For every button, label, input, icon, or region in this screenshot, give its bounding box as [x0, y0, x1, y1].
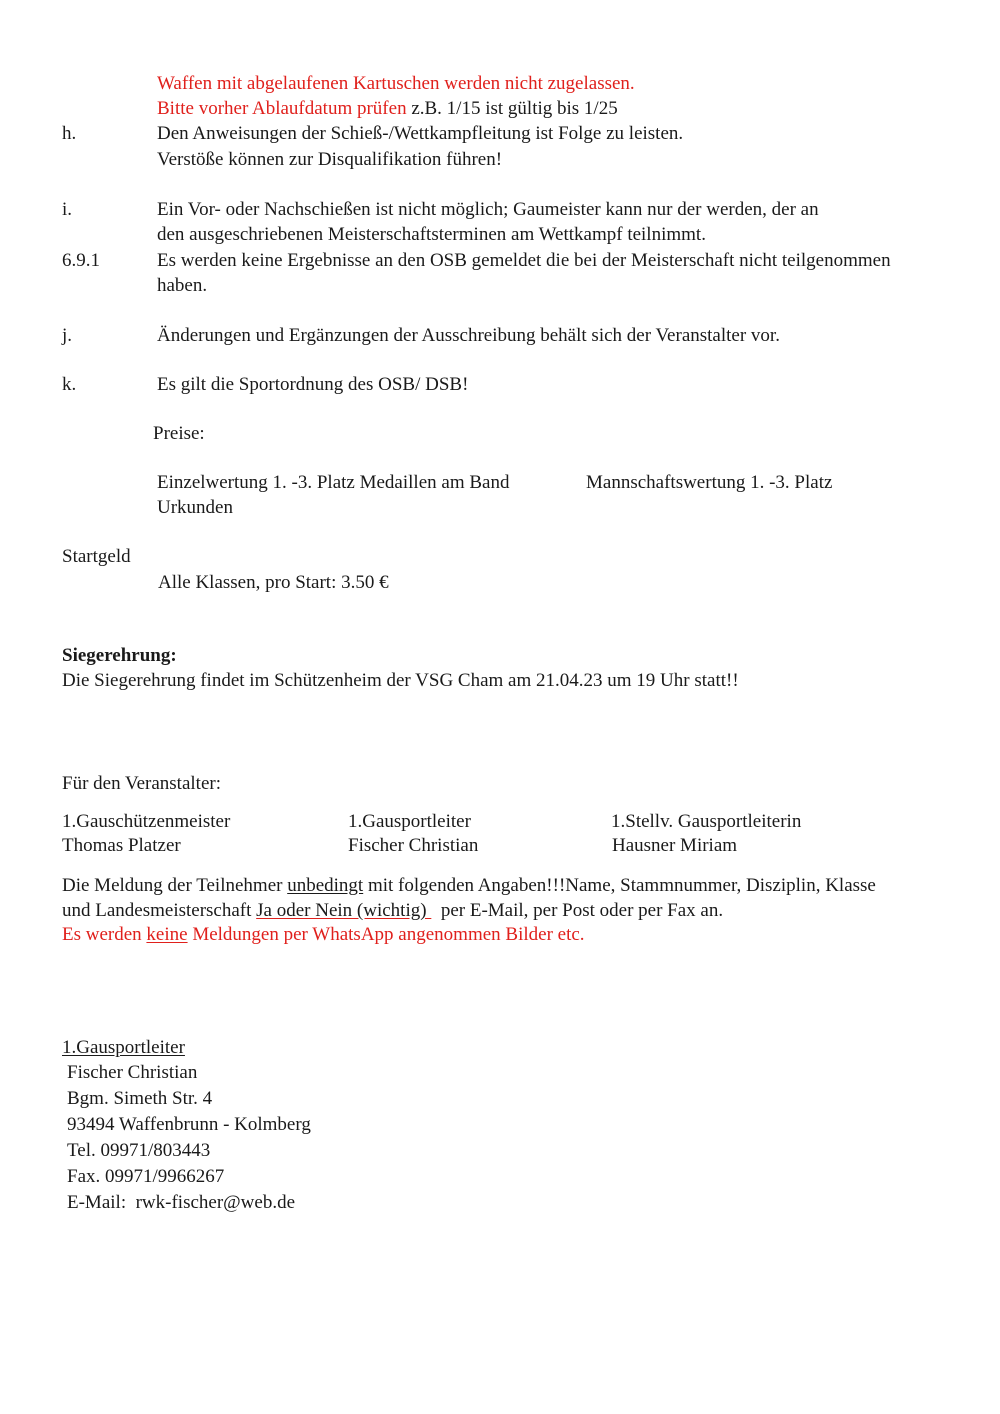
- expiry-check-example: z.B. 1/15 ist gültig bis 1/25: [406, 98, 618, 119]
- signatory-role: 1.Stellv. Gausportleiterin: [611, 811, 802, 832]
- warning-text: Meldungen per WhatsApp angenommen Bilder etc.: [187, 924, 585, 945]
- organizer-intro: Für den Veranstalter:: [62, 773, 221, 794]
- registration-text: Die Meldung der Teilnehmer: [62, 875, 288, 896]
- expiry-check-warning: Bitte vorher Ablaufdatum prüfen: [157, 98, 407, 119]
- signatory-name: Hausner Miriam: [612, 835, 738, 856]
- signatory-name: Thomas Platzer: [62, 835, 181, 856]
- signatory-role: 1.Gausportleiter: [348, 811, 471, 832]
- rule-j-line1: Änderungen und Ergänzungen der Ausschreibung behält sich der Veranstalter vor.: [157, 325, 780, 346]
- prize-certificates: Urkunden: [157, 497, 233, 518]
- contact-email: E-Mail: rwk-fischer@web.de: [67, 1192, 295, 1213]
- rule-h-label: h.: [62, 123, 77, 144]
- rule-i-line2: den ausgeschriebenen Meisterschaftsterminen am Wettkampf teilnimmt.: [157, 224, 706, 245]
- contact-tel: Tel. 09971/803443: [67, 1140, 211, 1161]
- prize-individual: Einzelwertung 1. -3. Platz Medaillen am Band: [157, 472, 510, 493]
- rule-i-line1: Ein Vor- oder Nachschießen ist nicht möglich; Gaumeister kann nur der werden, der an: [157, 199, 819, 220]
- fee-text: Alle Klassen, pro Start: 3.50 €: [158, 572, 389, 593]
- registration-line2: [62, 898, 723, 923]
- contact-street: Bgm. Simeth Str. 4: [67, 1088, 213, 1109]
- whatsapp-warning: [62, 922, 585, 947]
- rule-h-line2: Verstöße können zur Disqualifikation führen!: [157, 149, 503, 170]
- registration-text: und Landesmeisterschaft: [62, 900, 257, 921]
- registration-emphasis: Ja oder Nein (wichtig): [256, 900, 432, 921]
- registration-text: mit folgenden Angaben!!!Name, Stammnummer, Disziplin, Klasse: [363, 875, 876, 896]
- registration-text: per E-Mail, per Post oder per Fax an.: [431, 900, 724, 921]
- signatory-role: 1.Gauschützenmeister: [62, 811, 231, 832]
- rule-h-line1: Den Anweisungen der Schieß-/Wettkampfleitung ist Folge zu leisten.: [157, 123, 684, 144]
- warning-emphasis: keine: [146, 924, 188, 945]
- prizes-heading: Preise:: [153, 423, 205, 444]
- contact-city: 93494 Waffenbrunn - Kolmberg: [67, 1114, 311, 1135]
- warning-text: Es werden: [62, 924, 147, 945]
- registration-line1: [62, 873, 876, 898]
- signatory-name: Fischer Christian: [348, 835, 479, 856]
- contact-name: Fischer Christian: [67, 1062, 198, 1083]
- rule-691-line1: Es werden keine Ergebnisse an den OSB gemeldet die bei der Meisterschaft nicht teilgenommen: [157, 250, 891, 271]
- contact-fax: Fax. 09971/9966267: [67, 1166, 225, 1187]
- rule-691-line2: haben.: [157, 275, 208, 296]
- registration-emphasis: unbedingt: [287, 875, 364, 896]
- rule-691-label: 6.9.1: [62, 250, 100, 271]
- ceremony-heading: Siegerehrung:: [62, 645, 177, 666]
- ceremony-text: Die Siegerehrung findet im Schützenheim der VSG Cham am 21.04.23 um 19 Uhr statt!!: [62, 670, 739, 691]
- rule-k-label: k.: [62, 374, 77, 395]
- contact-title: 1.Gausportleiter: [62, 1037, 185, 1058]
- rule-j-label: j.: [62, 325, 73, 346]
- rule-i-label: i.: [62, 199, 73, 220]
- expiry-check-line: [157, 96, 618, 121]
- fee-label: Startgeld: [62, 546, 131, 567]
- cartridge-warning: Waffen mit abgelaufenen Kartuschen werden nicht zugelassen.: [157, 73, 635, 94]
- prize-team: Mannschaftswertung 1. -3. Platz: [586, 472, 833, 493]
- rule-k-line1: Es gilt die Sportordnung des OSB/ DSB!: [157, 374, 469, 395]
